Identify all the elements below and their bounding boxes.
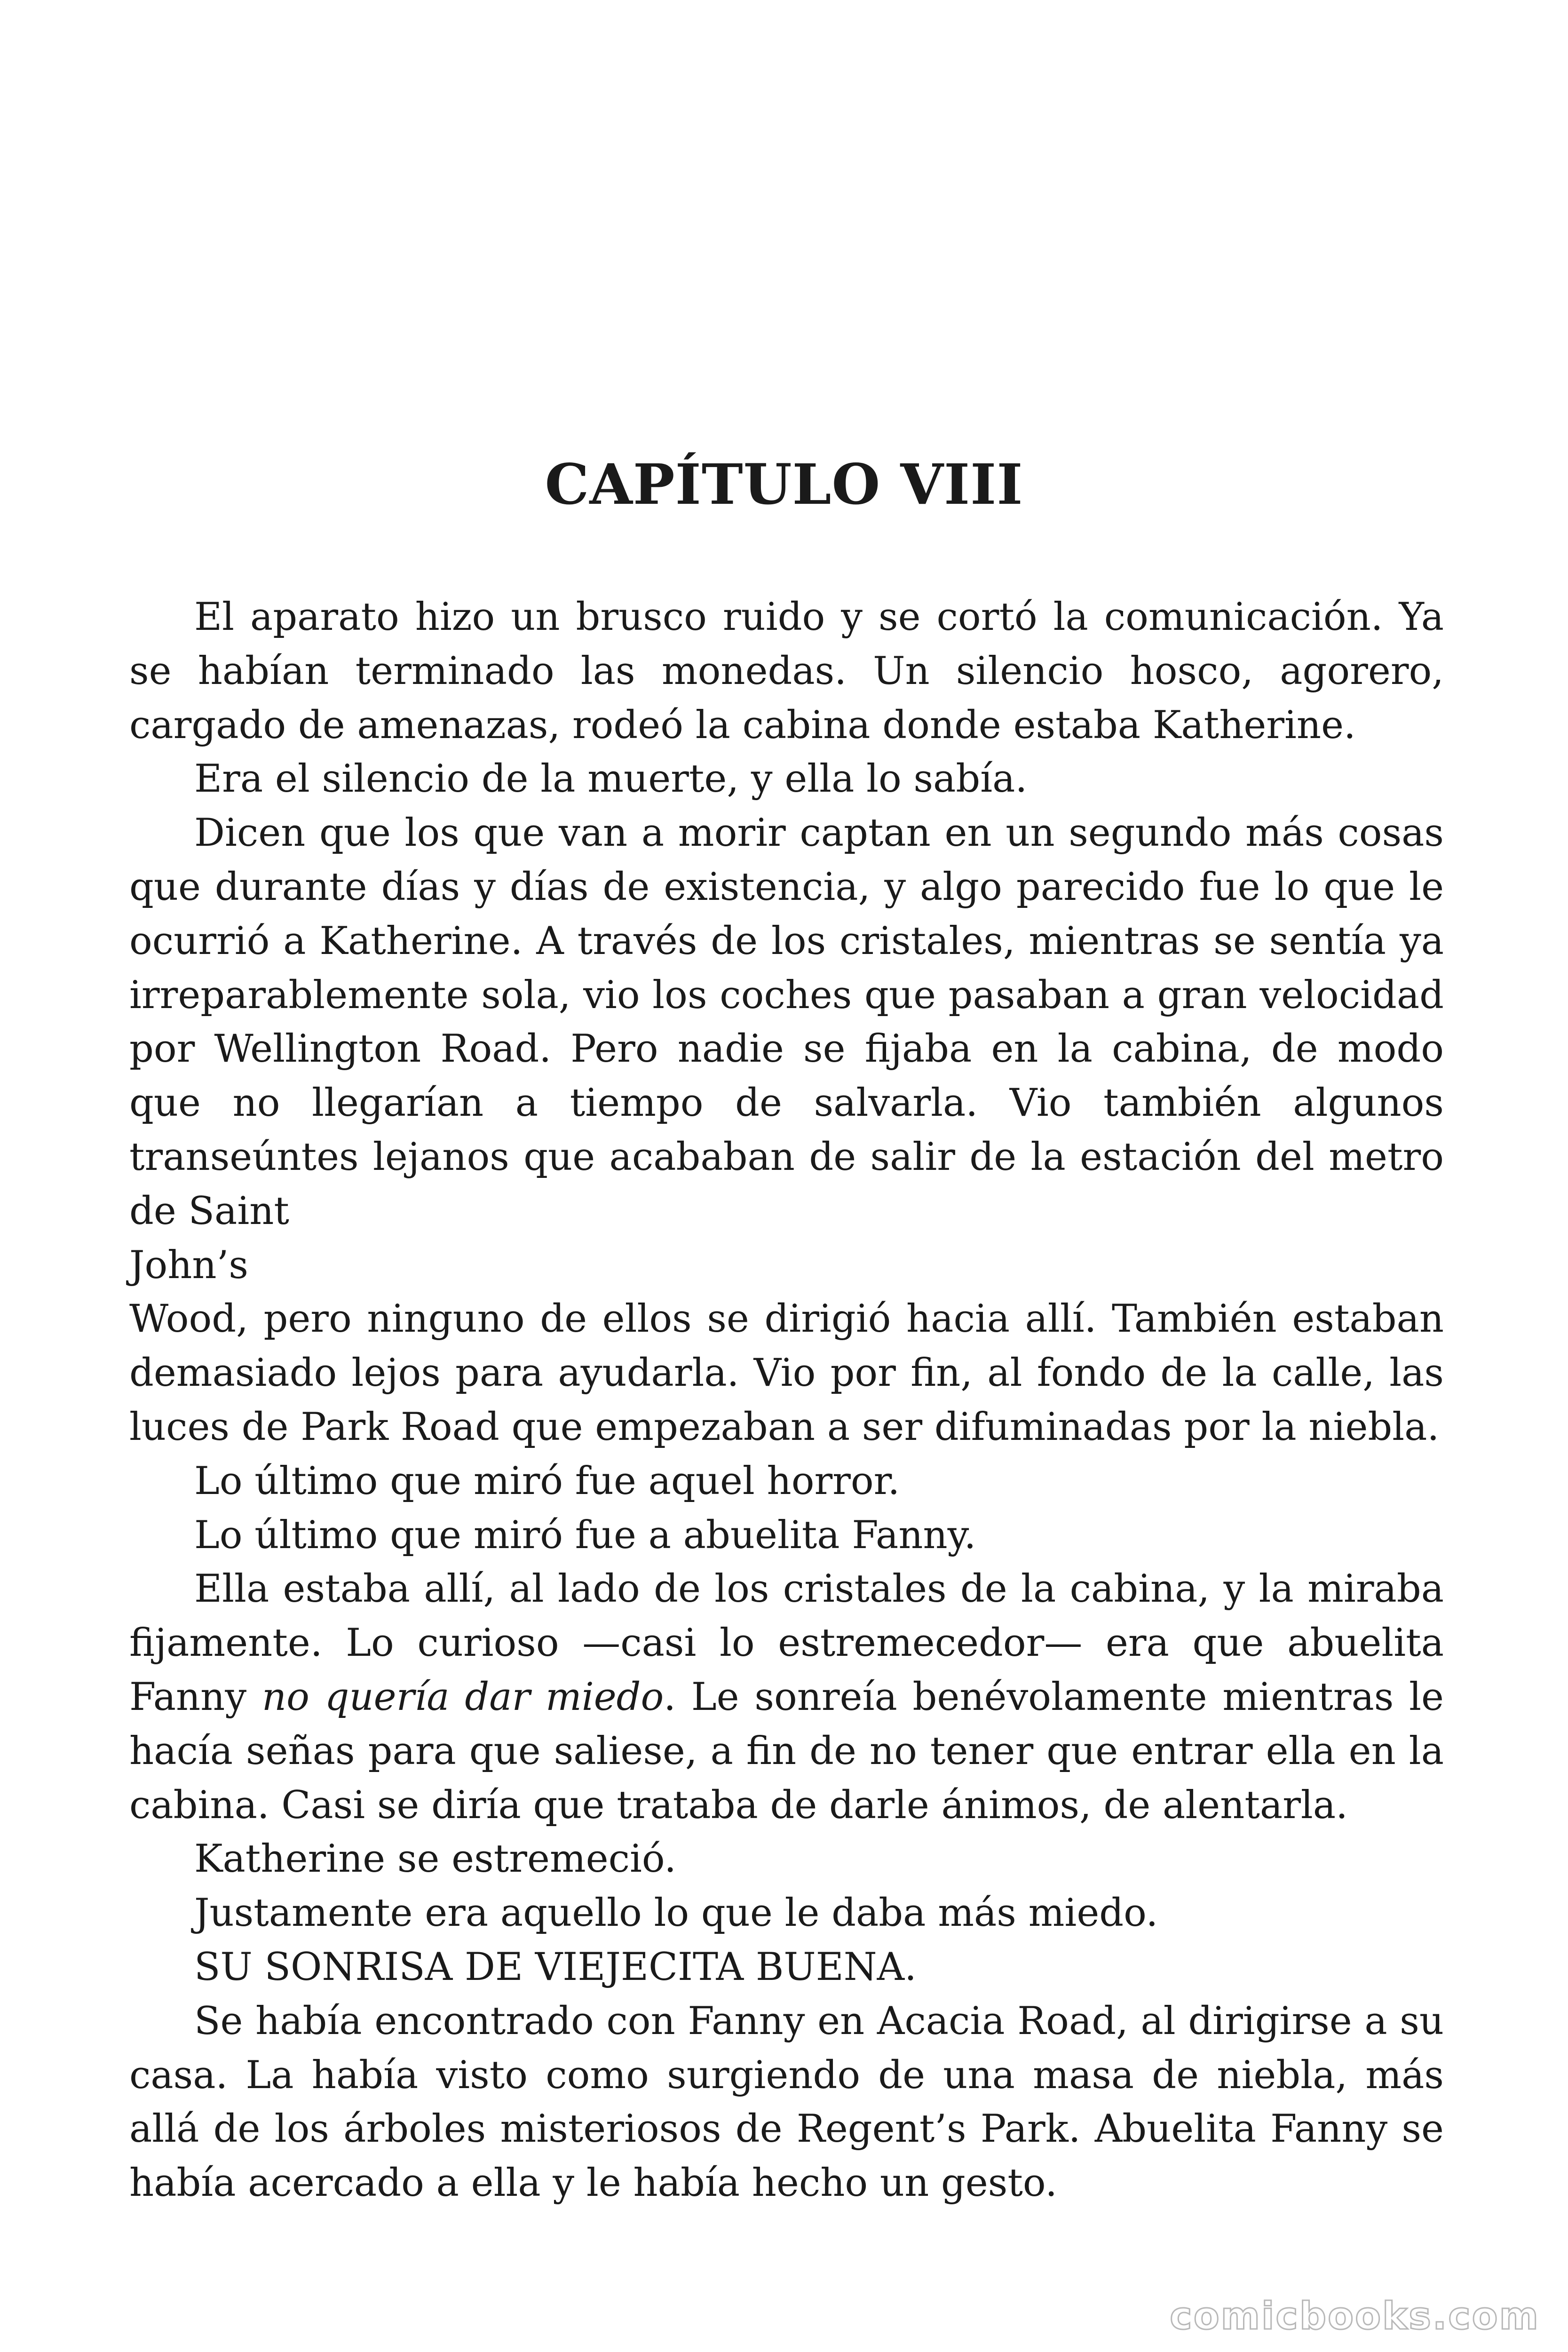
paragraph: Dicen que los que van a morir captan en un segundo más cosas que durante días y días de existencia, y algo parecido fue lo que le ocurrió a Katherine. A través de los cristales, mientras se sentía ya irreparablemente sola, vio los coches que pasaban a gran velocidad por Wellington Road. Pero nadie se fijaba en la cabina, de modo que no llegarían a tiempo de salvarla. Vio también algunos transeúntes lejanos que acababan de salir de la estación del metro de Saint	[129, 811, 1444, 1233]
paragraph: Lo último que miró fue a abuelita Fanny.	[194, 1513, 976, 1557]
paragraph: Era el silencio de la muerte, y ella lo sabía.	[194, 757, 1028, 802]
chapter-body	[129, 590, 1444, 2210]
chapter-title: CAPÍTULO VIII	[545, 452, 1023, 517]
paragraph: El aparato hizo un brusco ruido y se cortó la comunicación. Ya se habían terminado las monedas. Un silencio hosco, agorero, cargado de amenazas, rodeó la cabina donde estaba Katherine.	[129, 595, 1444, 747]
paragraph: John’s	[129, 1243, 248, 1287]
paragraph: Wood, pero ninguno de ellos se dirigió hacia allí. También estaban demasiado lejos para ayudarla. Vio por fin, al fondo de la calle, las luces de Park Road que empezaban a ser difuminadas por la niebla.	[129, 1297, 1444, 1449]
paragraph: Justamente era aquello lo que le daba más miedo.	[194, 1891, 1158, 1936]
paragraph: SU SONRISA DE VIEJECITA BUENA.	[194, 1945, 917, 1989]
text-run: . Le sonreía benévolamente mientras le hacía señas para que saliese, a fin de no tener que entrar ella en la cabina. Casi se diría que trataba de darle ánimos, de alentarla.	[129, 1675, 1444, 1828]
paragraph	[129, 1562, 1444, 1832]
paragraph: Lo último que miró fue aquel horror.	[194, 1459, 900, 1503]
paragraph: Se había encontrado con Fanny en Acacia Road, al dirigirse a su casa. La había visto como surgiendo de una masa de niebla, más allá de los árboles misteriosos de Regent’s Park. Abuelita Fanny se había acercado a ella y le había hecho un gesto.	[129, 1999, 1444, 2206]
text-run: Ella estaba allí, al lado de los cristales de la cabina, y la miraba fijamente. Lo curioso —casi lo estremecedor— era que abuelita Fanny	[129, 1567, 1444, 1719]
paragraph: Katherine se estremeció.	[194, 1837, 676, 1882]
italic-phrase: no quería dar miedo	[261, 1675, 664, 1719]
watermark: comicbooks.com	[1170, 2294, 1540, 2338]
